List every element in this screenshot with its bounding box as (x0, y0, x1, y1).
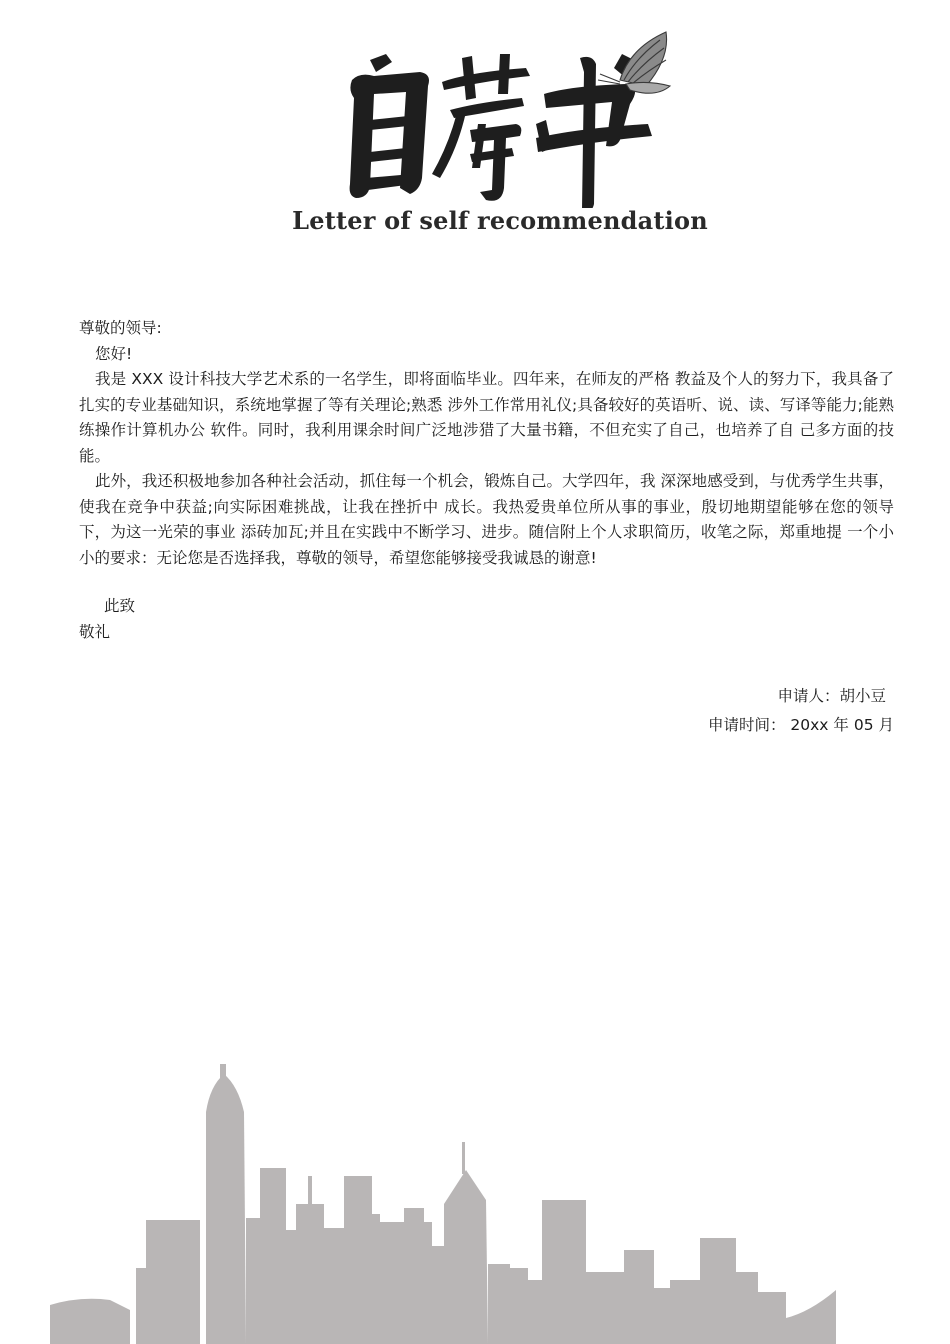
paragraph-1: 我是 XXX 设计科技大学艺术系的一名学生，即将面临毕业。四年来，在师友的严格 教益及个人的努力下，我具备了扎实的专业基础知识，系统地掌握了等有关理论;熟悉 涉外工作常用礼仪;具备较好的英语听、说、读、写译等能力;能熟练操作计算机办公 软件。同时，我利用课余时间广泛地涉猎了大量书籍，不但充实了自己，也培养了自 己多方面的技能。 (79, 370, 894, 465)
closing (79, 594, 135, 645)
greeting: 您好! (95, 344, 133, 363)
closing-cizhi: 此致 (104, 597, 136, 615)
application-date: 申请时间： 20xx 年 05 月 (707, 716, 894, 734)
applicant-name: 申请人：胡小豆 (777, 687, 886, 705)
salutation: 尊敬的领导: (79, 319, 162, 337)
calligraphy-title-logo (330, 28, 680, 208)
city-skyline-illustration (0, 1050, 950, 1344)
letter-body (79, 316, 894, 571)
paragraph-2: 此外，我还积极地参加各种社会活动，抓住每一个机会，锻炼自己。大学四年，我 深深地感受到，与优秀学生共事，使我在竞争中获益;向实际困难挑战，让我在挫折中 成长。我热爱贵单位所从事的事业，殷切地期望能够在您的领导下，为这一光荣的事业 添砖加瓦;并且在实践中不断学习、进步。随信附上个人求职简历，收笔之际，郑重地提 一个小小的要求：无论您是否选择我，尊敬的领导，希望您能够接受我诚恳的谢意! (79, 472, 894, 567)
signature-block (708, 682, 894, 740)
closing-jingli: 敬礼 (79, 622, 111, 641)
subtitle: Letter of self recommendation (292, 206, 708, 235)
